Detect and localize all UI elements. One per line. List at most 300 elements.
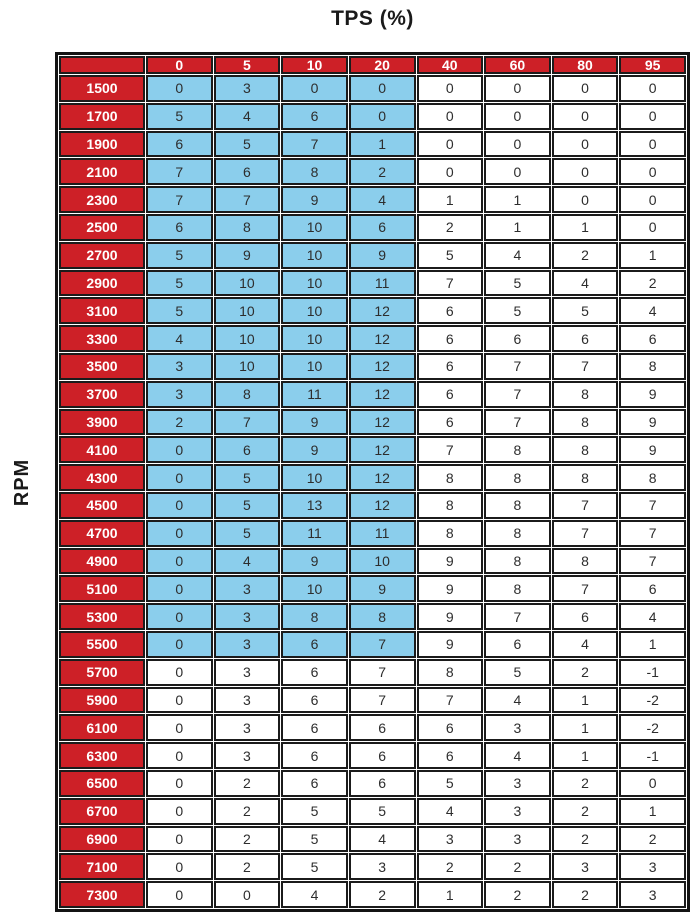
- value-cell: 4: [281, 881, 348, 908]
- value-cell: 5: [214, 464, 281, 491]
- value-cell: 4: [417, 798, 484, 825]
- value-cell: 5: [281, 853, 348, 880]
- value-cell: 8: [417, 520, 484, 547]
- value-cell: 0: [146, 464, 213, 491]
- tps-column-header: 40: [417, 56, 484, 74]
- tps-column-header: 80: [552, 56, 619, 74]
- value-cell: 1: [552, 714, 619, 741]
- rpm-row-header: 2300: [59, 186, 145, 213]
- value-cell: 8: [281, 603, 348, 630]
- value-cell: 6: [281, 631, 348, 658]
- value-cell: 2: [619, 826, 686, 853]
- value-cell: 5: [484, 659, 551, 686]
- table-row: [59, 464, 686, 491]
- value-cell: 0: [619, 103, 686, 130]
- value-cell: 8: [484, 575, 551, 602]
- value-cell: 4: [619, 603, 686, 630]
- table-row: [59, 520, 686, 547]
- value-cell: 5: [417, 770, 484, 797]
- value-cell: 4: [214, 103, 281, 130]
- value-cell: 0: [417, 158, 484, 185]
- value-cell: 7: [484, 603, 551, 630]
- value-cell: 10: [281, 214, 348, 241]
- value-cell: 4: [349, 186, 416, 213]
- value-cell: 3: [619, 853, 686, 880]
- value-cell: 6: [349, 714, 416, 741]
- value-cell: 10: [349, 548, 416, 575]
- value-cell: 3: [214, 75, 281, 102]
- value-cell: 1: [484, 214, 551, 241]
- value-cell: 2: [349, 881, 416, 908]
- value-cell: 6: [417, 353, 484, 380]
- value-cell: 4: [349, 826, 416, 853]
- value-cell: 3: [484, 714, 551, 741]
- value-cell: 2: [484, 881, 551, 908]
- value-cell: 2: [214, 770, 281, 797]
- value-cell: 0: [146, 770, 213, 797]
- rpm-row-header: 5100: [59, 575, 145, 602]
- value-cell: 1: [552, 687, 619, 714]
- value-cell: 9: [417, 548, 484, 575]
- value-cell: 8: [214, 214, 281, 241]
- value-cell: 7: [214, 186, 281, 213]
- value-cell: 7: [552, 520, 619, 547]
- value-cell: 5: [417, 242, 484, 269]
- table-row: [59, 714, 686, 741]
- value-cell: 8: [417, 659, 484, 686]
- value-cell: 5: [484, 297, 551, 324]
- value-cell: 5: [552, 297, 619, 324]
- tps-column-header: 10: [281, 56, 348, 74]
- table-row: [59, 158, 686, 185]
- value-cell: 2: [214, 853, 281, 880]
- table-row: [59, 325, 686, 352]
- value-cell: 0: [146, 575, 213, 602]
- rpm-row-header: 6900: [59, 826, 145, 853]
- value-cell: 8: [417, 492, 484, 519]
- value-cell: 6: [417, 325, 484, 352]
- value-cell: 5: [146, 242, 213, 269]
- value-cell: 5: [214, 492, 281, 519]
- value-cell: 7: [349, 659, 416, 686]
- value-cell: 7: [552, 575, 619, 602]
- value-cell: 0: [146, 853, 213, 880]
- value-cell: 0: [146, 436, 213, 463]
- value-cell: 11: [349, 520, 416, 547]
- value-cell: 1: [552, 742, 619, 769]
- rpm-row-header: 3900: [59, 409, 145, 436]
- value-cell: 4: [484, 242, 551, 269]
- value-cell: 6: [417, 742, 484, 769]
- tps-column-header: 5: [214, 56, 281, 74]
- value-cell: 12: [349, 297, 416, 324]
- value-cell: 10: [214, 353, 281, 380]
- value-cell: 8: [552, 409, 619, 436]
- rpm-row-header: 4500: [59, 492, 145, 519]
- value-cell: 7: [417, 270, 484, 297]
- rpm-row-header: 1700: [59, 103, 145, 130]
- table-header: [59, 56, 686, 74]
- value-cell: -1: [619, 742, 686, 769]
- value-cell: 10: [281, 325, 348, 352]
- value-cell: 0: [619, 75, 686, 102]
- value-cell: 6: [619, 325, 686, 352]
- value-cell: 2: [349, 158, 416, 185]
- value-cell: 0: [146, 631, 213, 658]
- table-row: [59, 826, 686, 853]
- value-cell: -2: [619, 714, 686, 741]
- value-cell: 8: [552, 548, 619, 575]
- value-cell: 12: [349, 381, 416, 408]
- value-cell: 4: [552, 631, 619, 658]
- value-cell: 7: [619, 492, 686, 519]
- value-cell: 5: [214, 131, 281, 158]
- value-cell: 9: [349, 575, 416, 602]
- value-cell: 7: [146, 158, 213, 185]
- rpm-row-header: 3100: [59, 297, 145, 324]
- value-cell: 8: [484, 520, 551, 547]
- value-cell: 7: [552, 353, 619, 380]
- value-cell: 7: [619, 520, 686, 547]
- value-cell: 10: [214, 325, 281, 352]
- rpm-row-header: 1900: [59, 131, 145, 158]
- value-cell: 2: [146, 409, 213, 436]
- value-cell: 1: [619, 798, 686, 825]
- value-cell: 0: [552, 75, 619, 102]
- value-cell: 6: [349, 214, 416, 241]
- value-cell: 4: [146, 325, 213, 352]
- rpm-row-header: 5300: [59, 603, 145, 630]
- table-row: [59, 242, 686, 269]
- value-cell: 8: [619, 353, 686, 380]
- table-row: [59, 214, 686, 241]
- value-cell: 9: [281, 186, 348, 213]
- table-body: [59, 75, 686, 908]
- value-cell: 6: [619, 575, 686, 602]
- rpm-row-header: 4900: [59, 548, 145, 575]
- tps-column-header: 95: [619, 56, 686, 74]
- value-cell: 5: [349, 798, 416, 825]
- value-cell: 12: [349, 436, 416, 463]
- rpm-row-header: 3300: [59, 325, 145, 352]
- table-row: [59, 492, 686, 519]
- value-cell: 0: [619, 770, 686, 797]
- table-row: [59, 297, 686, 324]
- table-row: [59, 409, 686, 436]
- value-cell: 10: [214, 270, 281, 297]
- rpm-row-header: 4100: [59, 436, 145, 463]
- value-cell: -1: [619, 659, 686, 686]
- value-cell: 8: [484, 548, 551, 575]
- value-cell: 0: [214, 881, 281, 908]
- table-row: [59, 687, 686, 714]
- value-cell: 4: [552, 270, 619, 297]
- table-row: [59, 659, 686, 686]
- table-row: [59, 575, 686, 602]
- value-cell: 0: [146, 603, 213, 630]
- value-cell: 10: [214, 297, 281, 324]
- table-row: [59, 631, 686, 658]
- header-row: [59, 56, 686, 74]
- value-cell: 9: [619, 436, 686, 463]
- value-cell: 8: [484, 436, 551, 463]
- rpm-row-header: 2900: [59, 270, 145, 297]
- value-cell: 0: [281, 75, 348, 102]
- value-cell: 11: [349, 270, 416, 297]
- value-cell: 2: [619, 270, 686, 297]
- value-cell: 6: [281, 687, 348, 714]
- value-cell: 2: [552, 826, 619, 853]
- value-cell: 6: [281, 770, 348, 797]
- table-row: [59, 603, 686, 630]
- value-cell: 4: [484, 742, 551, 769]
- rpm-row-header: 5500: [59, 631, 145, 658]
- value-cell: 6: [146, 131, 213, 158]
- rpm-row-header: 6300: [59, 742, 145, 769]
- value-cell: 6: [417, 409, 484, 436]
- table-row: [59, 103, 686, 130]
- value-cell: 10: [281, 297, 348, 324]
- value-cell: 0: [552, 186, 619, 213]
- value-cell: 3: [484, 770, 551, 797]
- value-cell: 0: [146, 881, 213, 908]
- table-row: [59, 353, 686, 380]
- table-row: [59, 381, 686, 408]
- value-cell: 3: [214, 575, 281, 602]
- tps-column-header: 20: [349, 56, 416, 74]
- rpm-row-header: 4300: [59, 464, 145, 491]
- value-cell: 6: [417, 381, 484, 408]
- value-cell: 0: [552, 158, 619, 185]
- value-cell: 0: [484, 158, 551, 185]
- rpm-row-header: 1500: [59, 75, 145, 102]
- rpm-row-header: 6500: [59, 770, 145, 797]
- value-cell: 3: [214, 603, 281, 630]
- value-cell: 12: [349, 464, 416, 491]
- value-cell: 7: [146, 186, 213, 213]
- rpm-row-header: 7100: [59, 853, 145, 880]
- rpm-row-header: 5700: [59, 659, 145, 686]
- rpm-axis-label-container: [0, 52, 46, 912]
- rpm-row-header: 3500: [59, 353, 145, 380]
- value-cell: 7: [417, 436, 484, 463]
- value-cell: 1: [484, 186, 551, 213]
- value-cell: 11: [281, 381, 348, 408]
- value-cell: 6: [281, 714, 348, 741]
- value-cell: 0: [349, 103, 416, 130]
- value-cell: 10: [281, 464, 348, 491]
- value-cell: 13: [281, 492, 348, 519]
- rpm-row-header: 4700: [59, 520, 145, 547]
- value-cell: 3: [214, 714, 281, 741]
- value-cell: 8: [619, 464, 686, 491]
- table-row: [59, 131, 686, 158]
- value-cell: 9: [281, 548, 348, 575]
- value-cell: 0: [146, 826, 213, 853]
- value-cell: 8: [281, 158, 348, 185]
- value-cell: 0: [146, 548, 213, 575]
- value-cell: 7: [552, 492, 619, 519]
- value-cell: 5: [281, 798, 348, 825]
- value-cell: 7: [281, 131, 348, 158]
- corner-cell: [59, 56, 145, 74]
- table-row: [59, 798, 686, 825]
- value-cell: 2: [417, 853, 484, 880]
- value-cell: 6: [281, 103, 348, 130]
- table-row: [59, 742, 686, 769]
- value-cell: 12: [349, 409, 416, 436]
- value-cell: 7: [484, 353, 551, 380]
- value-cell: 12: [349, 353, 416, 380]
- table-row: [59, 436, 686, 463]
- value-cell: 6: [552, 325, 619, 352]
- value-cell: 5: [214, 520, 281, 547]
- value-cell: 9: [619, 381, 686, 408]
- value-cell: 8: [552, 436, 619, 463]
- value-cell: 0: [417, 75, 484, 102]
- value-cell: 9: [214, 242, 281, 269]
- value-cell: 0: [484, 75, 551, 102]
- value-cell: 3: [484, 798, 551, 825]
- value-cell: 7: [484, 381, 551, 408]
- value-cell: 8: [349, 603, 416, 630]
- value-cell: 1: [552, 214, 619, 241]
- rpm-row-header: 2100: [59, 158, 145, 185]
- value-cell: -2: [619, 687, 686, 714]
- value-cell: 0: [146, 687, 213, 714]
- value-cell: 4: [214, 548, 281, 575]
- value-cell: 10: [281, 575, 348, 602]
- value-cell: 12: [349, 325, 416, 352]
- value-cell: 10: [281, 353, 348, 380]
- value-cell: 6: [417, 297, 484, 324]
- value-cell: 2: [214, 798, 281, 825]
- value-cell: 2: [552, 881, 619, 908]
- value-cell: 0: [619, 186, 686, 213]
- value-cell: 8: [417, 464, 484, 491]
- value-cell: 8: [214, 381, 281, 408]
- rpm-row-header: 7300: [59, 881, 145, 908]
- value-cell: 6: [146, 214, 213, 241]
- tps-rpm-map-table: [55, 52, 690, 912]
- value-cell: 6: [349, 770, 416, 797]
- value-cell: 7: [349, 631, 416, 658]
- value-cell: 2: [484, 853, 551, 880]
- value-cell: 5: [146, 297, 213, 324]
- value-cell: 9: [281, 436, 348, 463]
- value-cell: 4: [484, 687, 551, 714]
- rpm-row-header: 6100: [59, 714, 145, 741]
- value-cell: 6: [349, 742, 416, 769]
- value-cell: 3: [484, 826, 551, 853]
- value-cell: 2: [552, 770, 619, 797]
- value-cell: 6: [214, 436, 281, 463]
- value-cell: 0: [146, 75, 213, 102]
- table-row: [59, 270, 686, 297]
- value-cell: 3: [349, 853, 416, 880]
- value-cell: 8: [484, 492, 551, 519]
- value-cell: 0: [146, 798, 213, 825]
- value-cell: 0: [619, 214, 686, 241]
- value-cell: 3: [417, 826, 484, 853]
- value-cell: 0: [146, 520, 213, 547]
- value-cell: 5: [281, 826, 348, 853]
- value-cell: 1: [619, 242, 686, 269]
- value-cell: 1: [417, 881, 484, 908]
- tps-column-header: 60: [484, 56, 551, 74]
- value-cell: 0: [417, 103, 484, 130]
- value-cell: 3: [552, 853, 619, 880]
- value-cell: 6: [214, 158, 281, 185]
- value-cell: 0: [146, 714, 213, 741]
- value-cell: 9: [349, 242, 416, 269]
- value-cell: 7: [484, 409, 551, 436]
- value-cell: 7: [417, 687, 484, 714]
- value-cell: 1: [417, 186, 484, 213]
- value-cell: 6: [484, 325, 551, 352]
- value-cell: 8: [552, 381, 619, 408]
- value-cell: 0: [349, 75, 416, 102]
- value-cell: 9: [281, 409, 348, 436]
- table-row: [59, 186, 686, 213]
- rpm-row-header: 6700: [59, 798, 145, 825]
- value-cell: 10: [281, 270, 348, 297]
- value-cell: 8: [484, 464, 551, 491]
- table-row: [59, 881, 686, 908]
- value-cell: 6: [484, 631, 551, 658]
- value-cell: 2: [552, 798, 619, 825]
- value-cell: 7: [349, 687, 416, 714]
- value-cell: 12: [349, 492, 416, 519]
- value-cell: 5: [146, 270, 213, 297]
- rpm-row-header: 2500: [59, 214, 145, 241]
- value-cell: 3: [146, 353, 213, 380]
- value-cell: 7: [214, 409, 281, 436]
- value-cell: 0: [146, 659, 213, 686]
- rpm-row-header: 5900: [59, 687, 145, 714]
- value-cell: 0: [417, 131, 484, 158]
- value-cell: 6: [281, 659, 348, 686]
- value-cell: 0: [619, 158, 686, 185]
- value-cell: 0: [146, 492, 213, 519]
- table-row: [59, 853, 686, 880]
- value-cell: 3: [619, 881, 686, 908]
- value-cell: 6: [552, 603, 619, 630]
- rpm-row-header: 3700: [59, 381, 145, 408]
- value-cell: 8: [552, 464, 619, 491]
- value-cell: 9: [619, 409, 686, 436]
- value-cell: 10: [281, 242, 348, 269]
- value-cell: 9: [417, 575, 484, 602]
- value-cell: 1: [619, 631, 686, 658]
- table-row: [59, 75, 686, 102]
- value-cell: 2: [417, 214, 484, 241]
- value-cell: 0: [552, 103, 619, 130]
- value-cell: 2: [552, 242, 619, 269]
- value-cell: 0: [484, 131, 551, 158]
- value-cell: 6: [417, 714, 484, 741]
- value-cell: 3: [146, 381, 213, 408]
- tps-column-header: 0: [146, 56, 213, 74]
- value-cell: 3: [214, 659, 281, 686]
- value-cell: 6: [281, 742, 348, 769]
- value-cell: 3: [214, 742, 281, 769]
- value-cell: 3: [214, 631, 281, 658]
- value-cell: 0: [484, 103, 551, 130]
- value-cell: 11: [281, 520, 348, 547]
- value-cell: 3: [214, 687, 281, 714]
- value-cell: 2: [214, 826, 281, 853]
